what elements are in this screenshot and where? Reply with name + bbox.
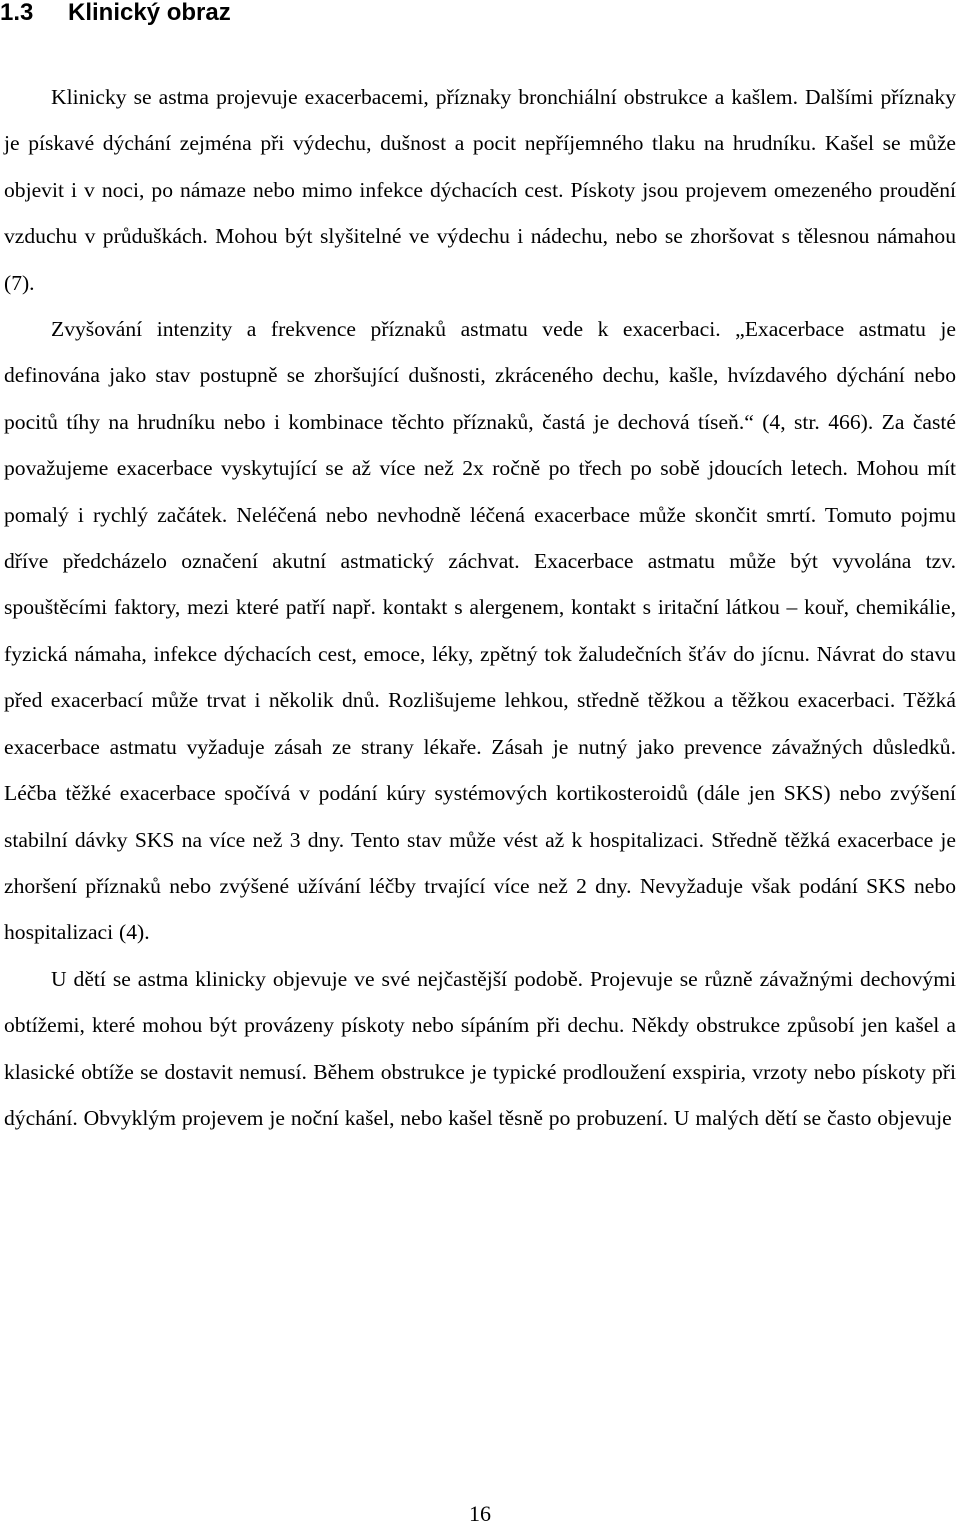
section-number: 1.3 (0, 0, 34, 26)
page-number: 16 (469, 1501, 491, 1526)
section-title: Klinický obraz (68, 0, 231, 26)
body-text (4, 74, 956, 1141)
paragraph-exacerbation: Zvyšování intenzity a frekvence příznaků astmatu vede k exacerbaci. „Exacerbace astmatu je definována jako stav postupně se zhoršující dušnosti, zkráceného dechu, kašle, hvízdavého dýchání nebo pocitů tíhy na hrudníku nebo i kombinace těchto příznaků, častá je dechová tíseň.“ (4, str. 466). Za časté považujeme exacerbace vyskytující se až více než 2x ročně po třech po sobě jdoucích letech. Mohou mít pomalý i rychlý začátek. Neléčená nebo nevhodně léčená exacerbace může skončit smrtí. Tomuto pojmu dříve předcházelo označení akutní astmatický záchvat. Exacerbace astmatu může být vyvolána tzv. spouštěcími faktory, mezi které patří např. kontakt s alergenem, kontakt s iritační látkou – kouř, chemikálie, fyzická námaha, infekce dýchacích cest, emoce, léky, zpětný tok žaludečních šťáv do jícnu. Návrat do stavu před exacerbací může trvat i několik dnů. Rozlišujeme lehkou, středně těžkou a těžkou exacerbaci. Těžká exacerbace astmatu vyžaduje zásah ze strany lékaře. Zásah je nutný jako prevence závažných důsledků. Léčba těžké exacerbace spočívá v podání kúry systémových kortikosteroidů (dále jen SKS) nebo zvýšení stabilní dávky SKS na více než 3 dny. Tento stav může vést až k hospitalizaci. Středně těžká exacerbace je zhoršení příznaků nebo zvýšené užívání léčby trvající více než 2 dny. Nevyžaduje však podání SKS nebo hospitalizaci (4). (4, 317, 956, 945)
section-heading (0, 0, 231, 26)
paragraph-clinical-signs: Klinicky se astma projevuje exacerbacemi, příznaky bronchiální obstrukce a kašlem. Dalšími příznaky je pískavé dýchání zejména při výdechu, dušnost a pocit nepříjemného tlaku na hrudníku. Kašel se může objevit i v noci, po námaze nebo mimo infekce dýchacích cest. Pískoty jsou projevem omezeného proudění vzduchu v průduškách. Mohou být slyšitelné ve výdechu i nádechu, nebo se zhoršovat s tělesnou námahou (7). (4, 85, 956, 295)
paragraph-children: U dětí se astma klinicky objevuje ve své nejčastější podobě. Projevuje se různě závažnými dechovými obtížemi, které mohou být provázeny pískoty nebo sípáním při dechu. Někdy obstrukce způsobí jen kašel a klasické obtíže se dostavit nemusí. Během obstrukce je typické prodloužení exspiria, vrzoty nebo pískoty při dýchání. Obvyklým projevem je noční kašel, nebo kašel těsně po probuzení. U malých dětí se často objevuje (4, 966, 956, 1130)
